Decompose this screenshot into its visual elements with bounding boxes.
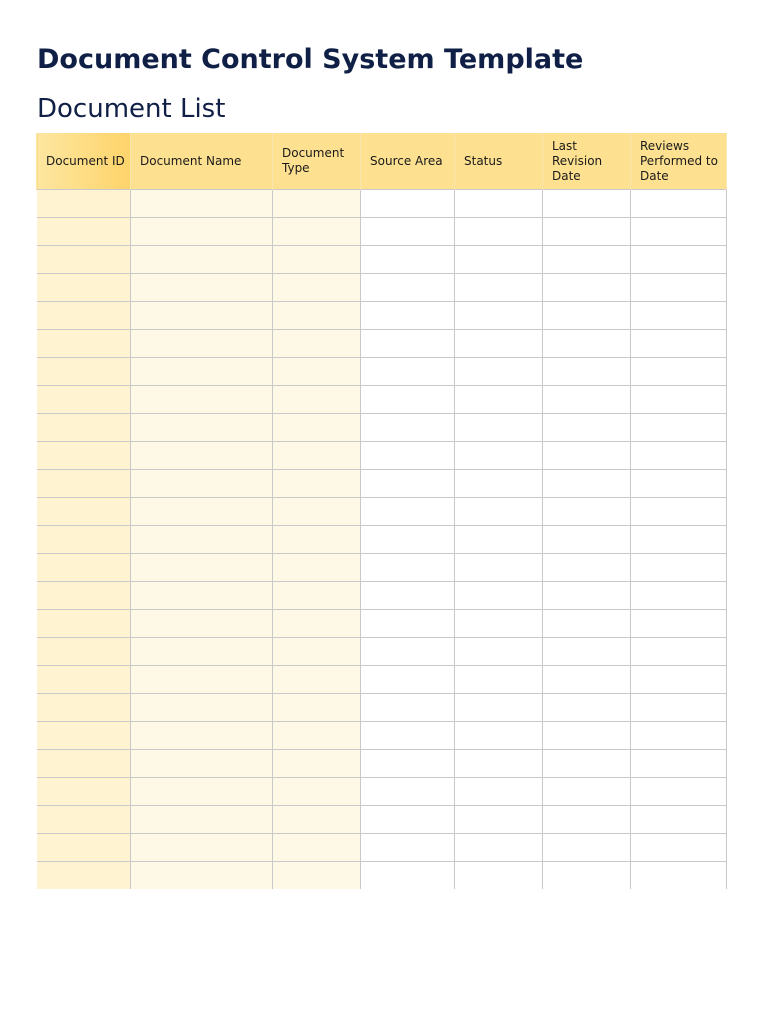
table-cell[interactable]	[131, 274, 273, 302]
table-cell[interactable]	[455, 638, 543, 666]
table-body	[37, 190, 727, 890]
column-header-label: Document ID	[46, 153, 125, 168]
table-cell[interactable]	[361, 526, 455, 554]
table-cell[interactable]	[361, 834, 455, 862]
table-cell[interactable]	[273, 862, 361, 890]
table-cell[interactable]	[273, 246, 361, 274]
table-row	[37, 862, 727, 890]
table-cell[interactable]	[273, 358, 361, 386]
table-cell[interactable]	[37, 526, 131, 554]
table-row	[37, 190, 727, 218]
table-cell[interactable]	[37, 386, 131, 414]
table-cell[interactable]	[543, 694, 631, 722]
column-header-document-name[interactable]	[131, 133, 273, 190]
table-row	[37, 834, 727, 862]
table-cell[interactable]	[455, 442, 543, 470]
table-cell[interactable]	[131, 442, 273, 470]
table-cell[interactable]	[273, 666, 361, 694]
table-cell[interactable]	[543, 274, 631, 302]
table-cell[interactable]	[361, 638, 455, 666]
table-cell[interactable]	[131, 610, 273, 638]
table-cell[interactable]	[543, 386, 631, 414]
table-cell[interactable]	[543, 190, 631, 218]
table-cell[interactable]	[273, 554, 361, 582]
table-row	[37, 246, 727, 274]
table-cell[interactable]	[543, 526, 631, 554]
table-cell[interactable]	[131, 722, 273, 750]
table-row	[37, 806, 727, 834]
table-cell[interactable]	[131, 694, 273, 722]
table-cell[interactable]	[273, 190, 361, 218]
table-cell[interactable]	[273, 470, 361, 498]
table-cell[interactable]	[273, 526, 361, 554]
table-cell[interactable]	[543, 330, 631, 358]
table-cell[interactable]	[455, 750, 543, 778]
table-cell[interactable]	[543, 246, 631, 274]
table-row	[37, 554, 727, 582]
table-cell[interactable]	[455, 330, 543, 358]
table-cell[interactable]	[361, 470, 455, 498]
section-title: Document List	[37, 94, 226, 124]
column-header-last-revision-date[interactable]	[543, 133, 631, 190]
table-cell[interactable]	[631, 330, 727, 358]
table-cell[interactable]	[631, 806, 727, 834]
table-cell[interactable]	[455, 246, 543, 274]
table-cell[interactable]	[455, 498, 543, 526]
table-cell[interactable]	[361, 386, 455, 414]
table-cell[interactable]	[361, 778, 455, 806]
table-cell[interactable]	[37, 610, 131, 638]
table-cell[interactable]	[273, 442, 361, 470]
table-cell[interactable]	[631, 862, 727, 890]
document-list-table	[36, 133, 727, 889]
table-cell[interactable]	[361, 190, 455, 218]
table-cell[interactable]	[37, 414, 131, 442]
table-row	[37, 330, 727, 358]
table-cell[interactable]	[543, 666, 631, 694]
table-row	[37, 274, 727, 302]
table-cell[interactable]	[131, 778, 273, 806]
table-cell[interactable]	[543, 750, 631, 778]
table-cell[interactable]	[543, 302, 631, 330]
table-cell[interactable]	[37, 554, 131, 582]
table-cell[interactable]	[455, 694, 543, 722]
table-row	[37, 638, 727, 666]
table-cell[interactable]	[131, 470, 273, 498]
table-cell[interactable]	[37, 330, 131, 358]
table-cell[interactable]	[273, 302, 361, 330]
table-cell[interactable]	[361, 610, 455, 638]
table-cell[interactable]	[543, 442, 631, 470]
table-cell[interactable]	[543, 554, 631, 582]
table-cell[interactable]	[273, 610, 361, 638]
table-cell[interactable]	[37, 638, 131, 666]
table-cell[interactable]	[361, 442, 455, 470]
table-cell[interactable]	[455, 190, 543, 218]
table-cell[interactable]	[37, 218, 131, 246]
table-cell[interactable]	[131, 498, 273, 526]
table-cell[interactable]	[455, 722, 543, 750]
table-cell[interactable]	[455, 274, 543, 302]
table-cell[interactable]	[631, 582, 727, 610]
column-header-document-type[interactable]	[273, 133, 361, 190]
table-cell[interactable]	[37, 442, 131, 470]
column-header-label: Source Area	[370, 153, 443, 168]
table-cell[interactable]	[131, 358, 273, 386]
table-cell[interactable]	[455, 806, 543, 834]
table-cell[interactable]	[131, 386, 273, 414]
table-row	[37, 582, 727, 610]
table-cell[interactable]	[131, 554, 273, 582]
page-title: Document Control System Template	[37, 44, 584, 75]
table-cell[interactable]	[543, 582, 631, 610]
table-cell[interactable]	[131, 190, 273, 218]
table-cell[interactable]	[631, 638, 727, 666]
table-cell[interactable]	[631, 778, 727, 806]
table-cell[interactable]	[37, 778, 131, 806]
table-cell[interactable]	[543, 834, 631, 862]
table-cell[interactable]	[361, 274, 455, 302]
table-cell[interactable]	[361, 582, 455, 610]
table-cell[interactable]	[273, 750, 361, 778]
table-cell[interactable]	[631, 386, 727, 414]
table-cell[interactable]	[273, 778, 361, 806]
table-row	[37, 470, 727, 498]
table-cell[interactable]	[631, 302, 727, 330]
column-header-label: Last Revision Date	[552, 138, 603, 183]
table-row	[37, 750, 727, 778]
table-cell[interactable]	[361, 666, 455, 694]
table-row	[37, 694, 727, 722]
table-cell[interactable]	[361, 246, 455, 274]
table-cell[interactable]	[631, 834, 727, 862]
table-row	[37, 778, 727, 806]
table-cell[interactable]	[455, 358, 543, 386]
table-cell[interactable]	[131, 750, 273, 778]
table-cell[interactable]	[631, 274, 727, 302]
column-header-reviews-performed[interactable]	[631, 133, 727, 190]
table-cell[interactable]	[631, 358, 727, 386]
table-cell[interactable]	[631, 470, 727, 498]
table-cell[interactable]	[131, 526, 273, 554]
table-cell[interactable]	[631, 722, 727, 750]
table-cell[interactable]	[273, 218, 361, 246]
table-cell[interactable]	[631, 442, 727, 470]
table-cell[interactable]	[37, 302, 131, 330]
table-cell[interactable]	[37, 190, 131, 218]
table-row	[37, 526, 727, 554]
table-cell[interactable]	[631, 498, 727, 526]
table-cell[interactable]	[37, 666, 131, 694]
table-cell[interactable]	[631, 246, 727, 274]
table-cell[interactable]	[37, 750, 131, 778]
table-cell[interactable]	[455, 414, 543, 442]
table-cell[interactable]	[361, 302, 455, 330]
table-cell[interactable]	[631, 526, 727, 554]
column-header-label: Document Name	[140, 153, 242, 168]
table-cell[interactable]	[631, 190, 727, 218]
table-cell[interactable]	[273, 274, 361, 302]
table-cell[interactable]	[455, 778, 543, 806]
table-cell[interactable]	[455, 526, 543, 554]
table-cell[interactable]	[361, 414, 455, 442]
table-cell[interactable]	[631, 554, 727, 582]
table-cell[interactable]	[455, 386, 543, 414]
table-cell[interactable]	[37, 470, 131, 498]
table-cell[interactable]	[543, 722, 631, 750]
table-cell[interactable]	[455, 470, 543, 498]
table-cell[interactable]	[131, 862, 273, 890]
column-header-source-area[interactable]	[361, 133, 455, 190]
table-cell[interactable]	[361, 498, 455, 526]
table-cell[interactable]	[361, 694, 455, 722]
table-cell[interactable]	[455, 302, 543, 330]
table-cell[interactable]	[273, 498, 361, 526]
table-cell[interactable]	[631, 694, 727, 722]
table-row	[37, 302, 727, 330]
table-cell[interactable]	[455, 666, 543, 694]
table-cell[interactable]	[361, 862, 455, 890]
table-cell[interactable]	[37, 806, 131, 834]
table-cell[interactable]	[361, 358, 455, 386]
table-cell[interactable]	[37, 694, 131, 722]
table-cell[interactable]	[455, 582, 543, 610]
table-row	[37, 386, 727, 414]
table-cell[interactable]	[37, 582, 131, 610]
table-cell[interactable]	[273, 834, 361, 862]
table-row	[37, 414, 727, 442]
table-cell[interactable]	[543, 806, 631, 834]
table-cell[interactable]	[543, 218, 631, 246]
table-cell[interactable]	[273, 414, 361, 442]
table-cell[interactable]	[131, 582, 273, 610]
table-row	[37, 666, 727, 694]
table-row	[37, 442, 727, 470]
table-cell[interactable]	[543, 638, 631, 666]
table-cell[interactable]	[37, 862, 131, 890]
table-cell[interactable]	[273, 638, 361, 666]
table-cell[interactable]	[37, 358, 131, 386]
table-cell[interactable]	[455, 834, 543, 862]
column-header-label: Document Type	[282, 146, 345, 175]
table-cell[interactable]	[631, 218, 727, 246]
table-cell[interactable]	[455, 218, 543, 246]
table-cell[interactable]	[455, 862, 543, 890]
table-cell[interactable]	[131, 414, 273, 442]
table-cell[interactable]	[273, 806, 361, 834]
table-cell[interactable]	[455, 554, 543, 582]
table-row	[37, 498, 727, 526]
table-cell[interactable]	[543, 862, 631, 890]
table-cell[interactable]	[37, 246, 131, 274]
table-row	[37, 722, 727, 750]
column-header-label: Status	[464, 153, 503, 168]
table-cell[interactable]	[455, 610, 543, 638]
table-cell[interactable]	[37, 498, 131, 526]
table-row	[37, 610, 727, 638]
table-cell[interactable]	[631, 414, 727, 442]
table-cell[interactable]	[543, 414, 631, 442]
table-cell[interactable]	[361, 218, 455, 246]
table-cell[interactable]	[37, 274, 131, 302]
table-cell[interactable]	[273, 386, 361, 414]
table-cell[interactable]	[273, 694, 361, 722]
table-cell[interactable]	[131, 806, 273, 834]
table-row	[37, 358, 727, 386]
column-header-document-id[interactable]	[37, 133, 131, 190]
table-cell[interactable]	[361, 722, 455, 750]
table-cell[interactable]	[361, 330, 455, 358]
table-cell[interactable]	[543, 358, 631, 386]
header-row	[37, 133, 727, 190]
table-cell[interactable]	[543, 610, 631, 638]
table-cell[interactable]	[37, 722, 131, 750]
table-cell[interactable]	[131, 330, 273, 358]
table-cell[interactable]	[131, 246, 273, 274]
table-cell[interactable]	[37, 834, 131, 862]
table-cell[interactable]	[361, 750, 455, 778]
table-cell[interactable]	[543, 470, 631, 498]
table-cell[interactable]	[131, 834, 273, 862]
table-cell[interactable]	[631, 666, 727, 694]
table-cell[interactable]	[273, 722, 361, 750]
table-cell[interactable]	[361, 554, 455, 582]
table-cell[interactable]	[131, 638, 273, 666]
table-cell[interactable]	[543, 778, 631, 806]
table-cell[interactable]	[131, 666, 273, 694]
table-cell[interactable]	[543, 498, 631, 526]
column-header-label: Reviews Performed to Date	[640, 138, 718, 183]
table-cell[interactable]	[131, 218, 273, 246]
column-header-status[interactable]	[455, 133, 543, 190]
table-cell[interactable]	[631, 750, 727, 778]
table-cell[interactable]	[631, 610, 727, 638]
table-cell[interactable]	[361, 806, 455, 834]
table-row	[37, 218, 727, 246]
table-cell[interactable]	[273, 330, 361, 358]
table-cell[interactable]	[131, 302, 273, 330]
table-cell[interactable]	[273, 582, 361, 610]
